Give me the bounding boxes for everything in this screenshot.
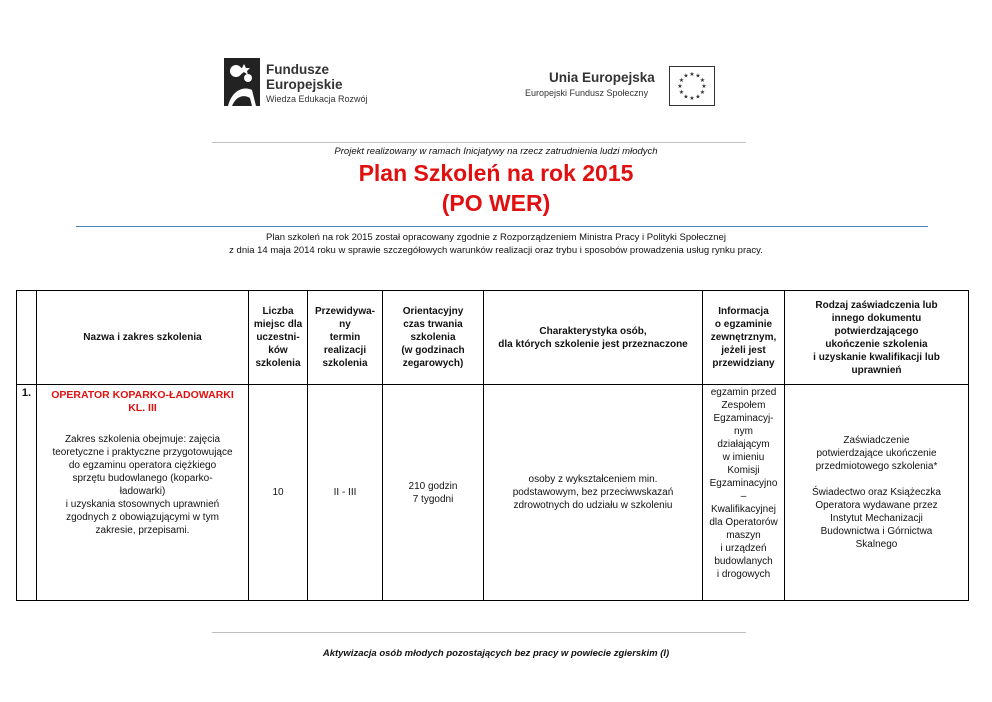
course-scope: Zakres szkolenia obejmuje: zajęcia teoretyczne i praktyczne przygotowujące do egzaminu operatora ciężkiego sprzętu budowlanego (koparko- ładowarki) i uzyskania stosownych uprawnień zgodnych z obowiązującymi w tym zakresie, przepisami. [52, 434, 233, 536]
header-target-group: Charakterystyka osób, dla których szkolenie jest przeznaczone [484, 291, 703, 385]
header-certificate: Rodzaj zaświadczenia lub innego dokumentu potwierdzającego ukończenie szkolenia i uzyskanie kwalifikacji lub uprawnień [785, 291, 969, 385]
project-line: Projekt realizowany w ramach Inicjatywy na rzecz zatrudnienia ludzi młodych [334, 146, 658, 157]
svg-text:★: ★ [699, 77, 706, 84]
svg-text:★: ★ [689, 71, 695, 78]
svg-text:★: ★ [683, 72, 689, 80]
header-duration: Orientacyjny czas trwania szkolenia (w godzinach zegarowych) [383, 291, 484, 385]
header-exam-info: Informacja o egzaminie zewnętrznym, jeżeli jest przewidziany [703, 291, 785, 385]
header-number [17, 291, 37, 385]
svg-text:★: ★ [683, 93, 689, 101]
certificate-value: Zaświadczenie potwierdzające ukończenie przedmiotowego szkolenia* Świadectwo oraz Książeczka Operatora wydawane przez Instytut Mechanizacji Budownictwa i Górnictwa Skalnego [785, 385, 969, 601]
header-divider [212, 142, 746, 143]
ue-logo-title: Unia Europejska [549, 70, 655, 85]
header-name: Nazwa i zakres szkolenia [37, 291, 249, 385]
header-term: Przewidywa- ny termin realizacji szkolenia [308, 291, 383, 385]
unia-europejska-logo [525, 66, 719, 110]
svg-text:★: ★ [689, 95, 695, 102]
term-value: II - III [308, 385, 383, 601]
table-row [17, 385, 969, 601]
row-number: 1. [17, 385, 37, 601]
duration-value: 210 godzin 7 tygodni [383, 385, 484, 601]
svg-text:★: ★ [695, 72, 701, 80]
header-seats: Liczba miejsc dla uczestni- ków szkolenia [249, 291, 308, 385]
exam-info-value: egzamin przed Zespołem Egzaminacyj- nym działającym w imieniu Komisji Egzaminacyjno – Kwalifikacyjnej dla Operatorów maszyn i urządzeń budowlanych i drogowych [703, 385, 785, 601]
page-title: Plan Szkoleń na rok 2015 [358, 160, 634, 186]
fe-logo-line3: Wiedza Edukacja Rozwój [266, 94, 368, 104]
svg-text:★: ★ [695, 93, 701, 101]
footer-divider [212, 632, 746, 633]
training-plan-table [16, 290, 969, 601]
svg-text:★: ★ [699, 89, 706, 96]
course-cell [37, 385, 249, 601]
fundusze-europejskie-emblem-icon [222, 56, 262, 108]
eu-flag-icon [669, 66, 715, 106]
footer-project-name: Aktywizacja osób młodych pozostających bez pracy w powiecie zgierskim (I) [322, 648, 670, 659]
fe-logo-line2: Europejskie [266, 77, 343, 92]
svg-text:★: ★ [677, 83, 683, 90]
svg-text:★: ★ [701, 83, 707, 90]
title-divider [76, 226, 928, 227]
fundusze-europejskie-logo [222, 56, 392, 112]
svg-text:★: ★ [678, 89, 685, 96]
seats-value: 10 [249, 385, 308, 601]
svg-text:★: ★ [678, 77, 685, 84]
fe-logo-line1: Fundusze [266, 62, 329, 77]
target-group-value: osoby z wykształceniem min. podstawowym, bez przeciwwskazań zdrowotnych do udziału w szkoleniu [484, 385, 703, 601]
ue-logo-subtitle: Europejski Fundusz Społeczny [525, 88, 649, 98]
legal-basis-line1: Plan szkoleń na rok 2015 został opracowany zgodnie z Rozporządzeniem Ministra Pracy i Polityki Społecznej [266, 232, 726, 243]
page-subtitle: (PO WER) [441, 190, 551, 216]
course-name: OPERATOR KOPARKO-ŁADOWARKI KL. III [51, 389, 234, 414]
fundusze-europejskie-wordmark [266, 62, 368, 106]
table-header-row [17, 291, 969, 385]
legal-basis-line2: z dnia 14 maja 2014 roku w sprawie szczegółowych warunków realizacji oraz trybu i sposobów prowadzenia usług rynku pracy. [229, 245, 763, 256]
